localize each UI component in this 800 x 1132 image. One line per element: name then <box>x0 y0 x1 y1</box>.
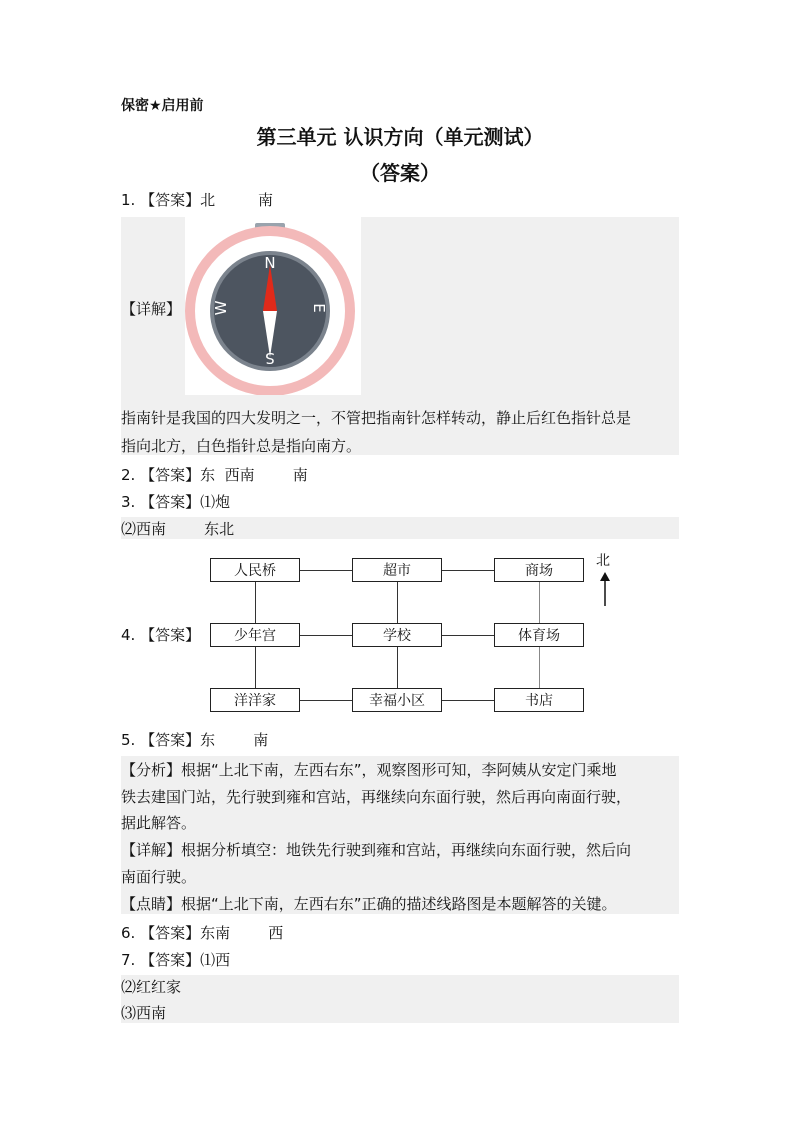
q6-answer: 6. 【答案】东南 西 <box>121 924 284 942</box>
map-box-youth-palace: 少年宫 <box>210 623 300 647</box>
q1-answer: 1. 【答案】北 南 <box>121 191 273 209</box>
map-box-stadium: 体育场 <box>494 623 584 647</box>
map-line <box>442 635 494 636</box>
map-line <box>397 582 398 624</box>
map-line <box>300 570 352 571</box>
compass-south-letter: S <box>265 349 275 367</box>
confidential-label: 保密★启用前 <box>121 98 204 114</box>
q7-part2: ⑵红红家 <box>121 978 182 996</box>
q4-label: 4. 【答案】 <box>121 626 201 644</box>
north-label: 北 <box>596 553 610 569</box>
map-box-xingfu-community: 幸福小区 <box>352 688 442 712</box>
q7-part3: ⑶西南 <box>121 1004 167 1022</box>
direction-map <box>205 548 625 723</box>
q7-answer: 7. 【答案】⑴西 <box>121 951 231 969</box>
compass-west-letter: W <box>212 300 230 316</box>
page-subtitle: （答案） <box>360 161 440 185</box>
map-box-yangyang-home: 洋洋家 <box>210 688 300 712</box>
compass-north-letter: N <box>264 254 276 272</box>
q5-answer: 5. 【答案】东 南 <box>121 731 269 749</box>
map-box-mall: 商场 <box>494 558 584 582</box>
map-line <box>539 647 540 689</box>
q1-explain-line2: 指向北方，白色指针总是指向南方。 <box>121 437 362 455</box>
q1-explain-line1: 指南针是我国的四大发明之一，不管把指南针怎样转动，静止后红色指针总是 <box>121 409 632 427</box>
compass-east-letter: E <box>310 303 328 313</box>
map-line <box>442 700 494 701</box>
q3-answer: 3. 【答案】⑴炮 <box>121 493 231 511</box>
map-line <box>300 635 352 636</box>
q2-answer: 2. 【答案】东 西南 南 <box>121 466 308 484</box>
compass-image <box>185 217 361 395</box>
map-box-supermarket: 超市 <box>352 558 442 582</box>
map-line <box>539 582 540 624</box>
map-line <box>300 700 352 701</box>
page-title: 第三单元 认识方向（单元测试） <box>256 125 544 149</box>
q5-detail-line1: 【详解】根据分析填空：地铁先行驶到雍和宫站，再继续向东面行驶，然后向 <box>121 841 632 859</box>
north-arrow-icon <box>599 572 611 606</box>
q5-comment: 【点睛】根据“上北下南，左西右东”正确的描述线路图是本题解答的关键。 <box>121 895 617 913</box>
map-line <box>255 582 256 624</box>
q5-analysis-line2: 铁去建国门站，先行驶到雍和宫站，再继续向东面行驶，然后再向南面行驶， <box>121 788 632 806</box>
map-box-school: 学校 <box>352 623 442 647</box>
q3-part2: ⑵西南 东北 <box>121 520 235 538</box>
map-line <box>442 570 494 571</box>
q5-analysis-line3: 据此解答。 <box>121 814 197 832</box>
q5-analysis-line1: 【分析】根据“上北下南，左西右东”，观察图形可知，李阿姨从安定门乘地 <box>121 761 617 779</box>
map-box-renminqiao: 人民桥 <box>210 558 300 582</box>
q7-highlight-block <box>121 975 679 1023</box>
map-line <box>255 647 256 689</box>
map-line <box>397 647 398 689</box>
map-box-bookstore: 书店 <box>494 688 584 712</box>
q5-detail-line2: 南面行驶。 <box>121 868 197 886</box>
q1-detail-label: 【详解】 <box>121 300 182 318</box>
